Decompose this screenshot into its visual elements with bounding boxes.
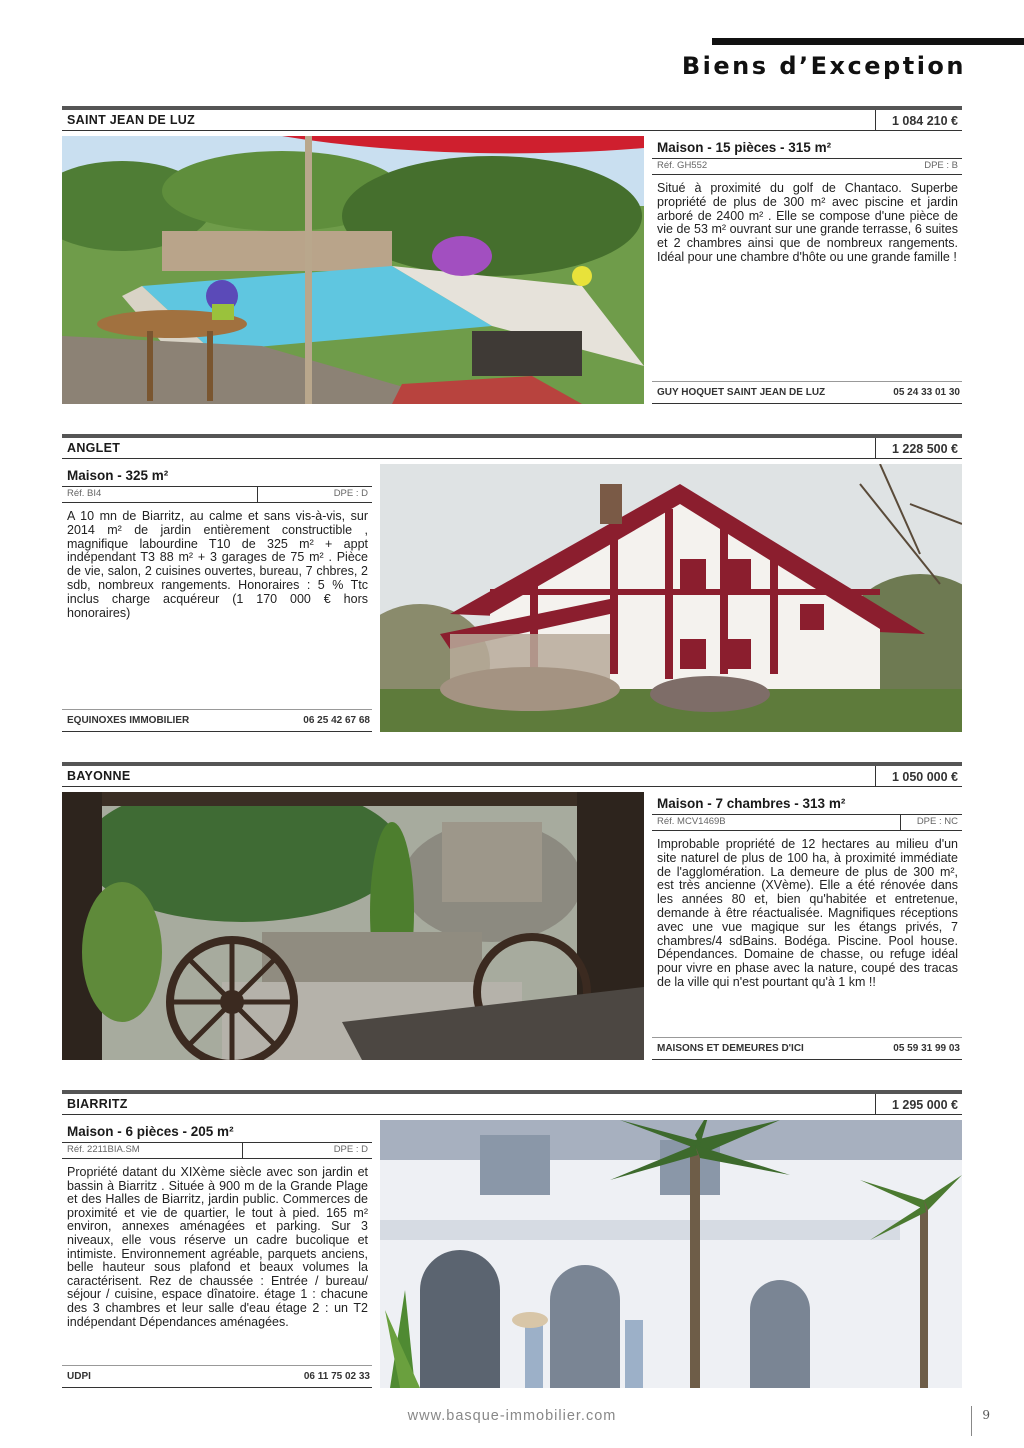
listing-phone: 05 59 31 99 03 xyxy=(893,1043,960,1054)
listing-dpe: DPE : D xyxy=(333,1144,368,1155)
listing-info xyxy=(62,1118,372,1388)
listing-info xyxy=(652,790,962,1060)
listing-description: Propriété datant du XIXème siècle avec son jardin et bassin à Biarritz . Située à 900 m de la Grande Plage et des Halles de Biarritz, jardin public. Commerces de proximité et vie de quartier, le tout à pied. 165 m² environ, annexes aménagées et parking. Sur 3 niveaux, elle vous réserve un cadre bucolique et intimiste. Environnement agréable, parquets anciens, belle hauteur sous plafond et beaux volumes la caractérisent. Rez de chaussée : Entrée / bureau/ séjour / cuisine, espace dînatoire. étage 1 : chacune des 3 chambres et leur salle d'eau étage 2 : un T2 indépendant Dépendances aménagées. xyxy=(67,1165,368,1329)
listing-header xyxy=(62,106,962,130)
listing-dpe: DPE : B xyxy=(924,160,958,171)
listing-bayonne xyxy=(62,762,962,1060)
listing-price: 1 295 000 € xyxy=(875,1094,962,1114)
listing-agency: MAISONS ET DEMEURES D'ICI xyxy=(657,1043,804,1054)
listing-biarritz xyxy=(62,1090,962,1388)
listing-photo-basque-house xyxy=(380,464,962,732)
listing-ref-row xyxy=(652,158,962,175)
listing-dpe: DPE : D xyxy=(333,488,368,499)
listing-ref-row xyxy=(62,1142,372,1159)
listing-header xyxy=(62,1090,962,1114)
listing-title: Maison - 7 chambres - 313 m² xyxy=(657,796,846,811)
listing-title: Maison - 15 pièces - 315 m² xyxy=(657,140,832,155)
listing-ref: Réf. MCV1469B xyxy=(657,816,726,827)
listing-agency-row xyxy=(652,383,962,404)
listing-agency-row xyxy=(652,1039,962,1060)
page-number: 9 xyxy=(971,1406,990,1436)
listing-description: Situé à proximité du golf de Chantaco. Superbe propriété de plus de 300 m² avec piscine et jardin arboré de 2400 m² . Elle se compose d'une pièce de vie de 53 m² ouvrant sur une grande terrasse, 6 suites et 2 chambres ainsi que de nombreux rangements. Idéal pour une chambre d'hôte ou une grande famille ! xyxy=(657,181,958,264)
listing-agency: EQUINOXES IMMOBILIER xyxy=(67,715,190,726)
listing-phone: 06 25 42 67 68 xyxy=(303,715,370,726)
listing-photo-villa xyxy=(380,1120,962,1388)
listing-city: BAYONNE xyxy=(67,769,131,783)
listing-info xyxy=(652,134,962,404)
listing-header xyxy=(62,434,962,458)
listing-city: ANGLET xyxy=(67,441,121,455)
listing-ref-row xyxy=(652,814,962,831)
listing-description: Improbable propriété de 12 hectares au milieu d'un site naturel de plus de 100 ha, à proximité immédiate de l'agglomération. La demeure de plus de 300 m², est très ancienne (XVème). Elle a été rénovée dans les années 80 et, bien qu'habitée et entretenue, demande à être réactualisée. Magnifiques réceptions avec une vue magique sur les étangs privés, 7 chambres/4 sdBains. Bodéga. Piscine. Pool house. Dépendances. Domaine de chasse, ou refuge idéal pour vivre en phase avec la nature, coupé des tracas de la ville qui n'est pourtant qu'à 1 km !! xyxy=(657,837,958,989)
listing-phone: 05 24 33 01 30 xyxy=(893,387,960,398)
listing-agency: UDPI xyxy=(67,1371,91,1382)
listing-price: 1 050 000 € xyxy=(875,766,962,786)
listing-agency-row xyxy=(62,1367,372,1388)
listing-title: Maison - 325 m² xyxy=(67,468,169,483)
listing-photo-pool xyxy=(62,136,644,404)
listing-saint-jean-de-luz xyxy=(62,106,962,404)
header-bar xyxy=(712,38,1024,45)
listing-agency-row xyxy=(62,711,372,732)
listing-ref: Réf. GH552 xyxy=(657,160,708,171)
listing-city: BIARRITZ xyxy=(67,1097,128,1111)
listing-ref: Réf. 2211BIA.SM xyxy=(67,1144,140,1155)
listing-dpe: DPE : NC xyxy=(916,816,958,827)
listing-description: A 10 mn de Biarritz, au calme et sans vis-à-vis, sur 2014 m² de jardin entièrement constructible , magnifique labourdine T10 de 325 m² + appt indépendant T3 88 m² + 3 garages de 75 m² . Pièce de vie, salon, 2 cuisines ouvertes, bureau, 7 chbres, 2 sdb, nombreux rangements. Honoraires : 5 % Ttc inclus charge acquéreur (1 170 000 € hors honoraires) xyxy=(67,509,368,620)
listing-agency: GUY HOQUET SAINT JEAN DE LUZ xyxy=(657,387,826,398)
listing-photo-courtyard xyxy=(62,792,644,1060)
magazine-title: Biens d’Exception xyxy=(681,52,966,80)
listing-phone: 06 11 75 02 33 xyxy=(303,1371,370,1382)
listing-ref-row xyxy=(62,486,372,503)
listing-anglet xyxy=(62,434,962,732)
listing-city: SAINT JEAN DE LUZ xyxy=(67,113,196,127)
listing-info xyxy=(62,462,372,732)
listing-header xyxy=(62,762,962,786)
listing-ref: Réf. BI4 xyxy=(67,488,102,499)
listing-title: Maison - 6 pièces - 205 m² xyxy=(67,1124,234,1139)
listing-price: 1 084 210 € xyxy=(875,110,962,130)
listing-price: 1 228 500 € xyxy=(875,438,962,458)
footer-url: www.basque-immobilier.com xyxy=(407,1408,617,1424)
